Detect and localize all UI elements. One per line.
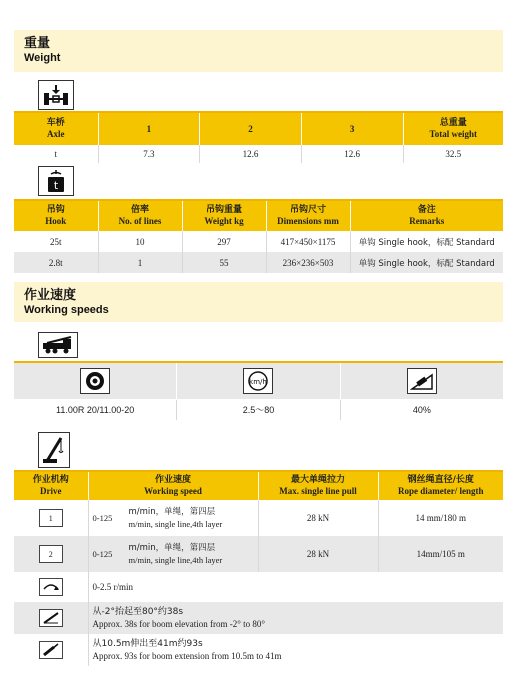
axle-header: 车桥 Axle — [14, 113, 98, 145]
svg-text:t: t — [53, 179, 59, 192]
table-row: t 7.3 12.6 12.6 32.5 — [14, 145, 503, 163]
hook-table — [14, 201, 503, 273]
tire-size-value: 11.00R 20/11.00-20 — [56, 405, 135, 415]
working-speed-header: 作业速度 Working speed — [88, 472, 258, 500]
aux-winch-icon: 2 — [39, 545, 63, 563]
drive-table — [14, 472, 503, 666]
crane-truck-icon — [38, 332, 78, 358]
boom-extension-icon — [39, 641, 63, 659]
gradeability-cell — [340, 363, 503, 399]
table-row: 2.8t 1 55 236×236×503 单钩 Single hook，标配 Standard — [14, 252, 503, 273]
total-weight-header: 总重量 Total weight — [403, 113, 503, 145]
working-speeds-title-en: Working speeds — [24, 304, 109, 316]
table-row: 从-2°抬起至80°约38s Approx. 38s for boom elevation from -2° to 80° — [14, 602, 503, 634]
line-pull-header: 最大单绳拉力 Max. single line pull — [258, 472, 378, 500]
tire-icon — [80, 368, 110, 394]
drive-header: 作业机构 Drive — [14, 472, 88, 500]
weight-title-en: Weight — [24, 52, 61, 64]
table-row: 从10.5m伸出至41m约93s Approx. 93s for boom extension from 10.5m to 41m — [14, 634, 503, 666]
working-speeds-section-header — [14, 282, 503, 322]
axle-2-header: 2 — [200, 113, 302, 145]
speed-cell — [176, 363, 339, 399]
working-speeds-title-zh: 作业速度 — [24, 288, 77, 303]
speed-icons-row — [14, 363, 503, 399]
gradeability-icon — [407, 368, 437, 394]
axle-3-header: 3 — [301, 113, 403, 145]
remarks-header: 备注 Remarks — [350, 201, 503, 231]
table-row: 2 0-125 m/min，单绳，第四层 m/min, single line,4th layer 28 kN 14mm/105 m — [14, 536, 503, 572]
tire-cell — [14, 363, 176, 399]
speedometer-icon — [243, 368, 273, 394]
hook-weight-icon — [38, 166, 74, 196]
crane-boom-icon — [38, 432, 70, 468]
rope-header: 钢丝绳直径/长度 Rope diameter/ length — [378, 472, 503, 500]
dimensions-header: 吊钩尺寸 Dimensions mm — [266, 201, 350, 231]
axle-icon — [38, 80, 74, 110]
lines-header: 倍率 No. of lines — [98, 201, 182, 231]
table-row: 1 0-125 m/min，单绳，第四层 m/min, single line,4th layer 28 kN 14 mm/180 m — [14, 500, 503, 536]
weight-section-header — [14, 30, 503, 72]
hook-weight-header: 吊钩重量 Weight kg — [182, 201, 266, 231]
svg-text:km/h: km/h — [249, 378, 268, 386]
gradeability-value: 40% — [340, 400, 503, 420]
speed-values-row — [14, 400, 503, 420]
travel-speed-value: 2.5～80 — [176, 400, 339, 420]
table-row: 0-2.5 r/min — [14, 572, 503, 602]
main-winch-icon: 1 — [39, 509, 63, 527]
axle-table — [14, 113, 503, 163]
axle-1-header: 1 — [98, 113, 200, 145]
boom-elevation-icon — [39, 609, 63, 627]
weight-title-zh: 重量 — [24, 36, 51, 51]
top-bar — [0, 0, 517, 28]
table-row: 25t 10 297 417×450×1175 单钩 Single hook，标配 Standard — [14, 231, 503, 252]
slewing-icon — [39, 578, 63, 596]
hook-header: 吊钩 Hook — [14, 201, 98, 231]
